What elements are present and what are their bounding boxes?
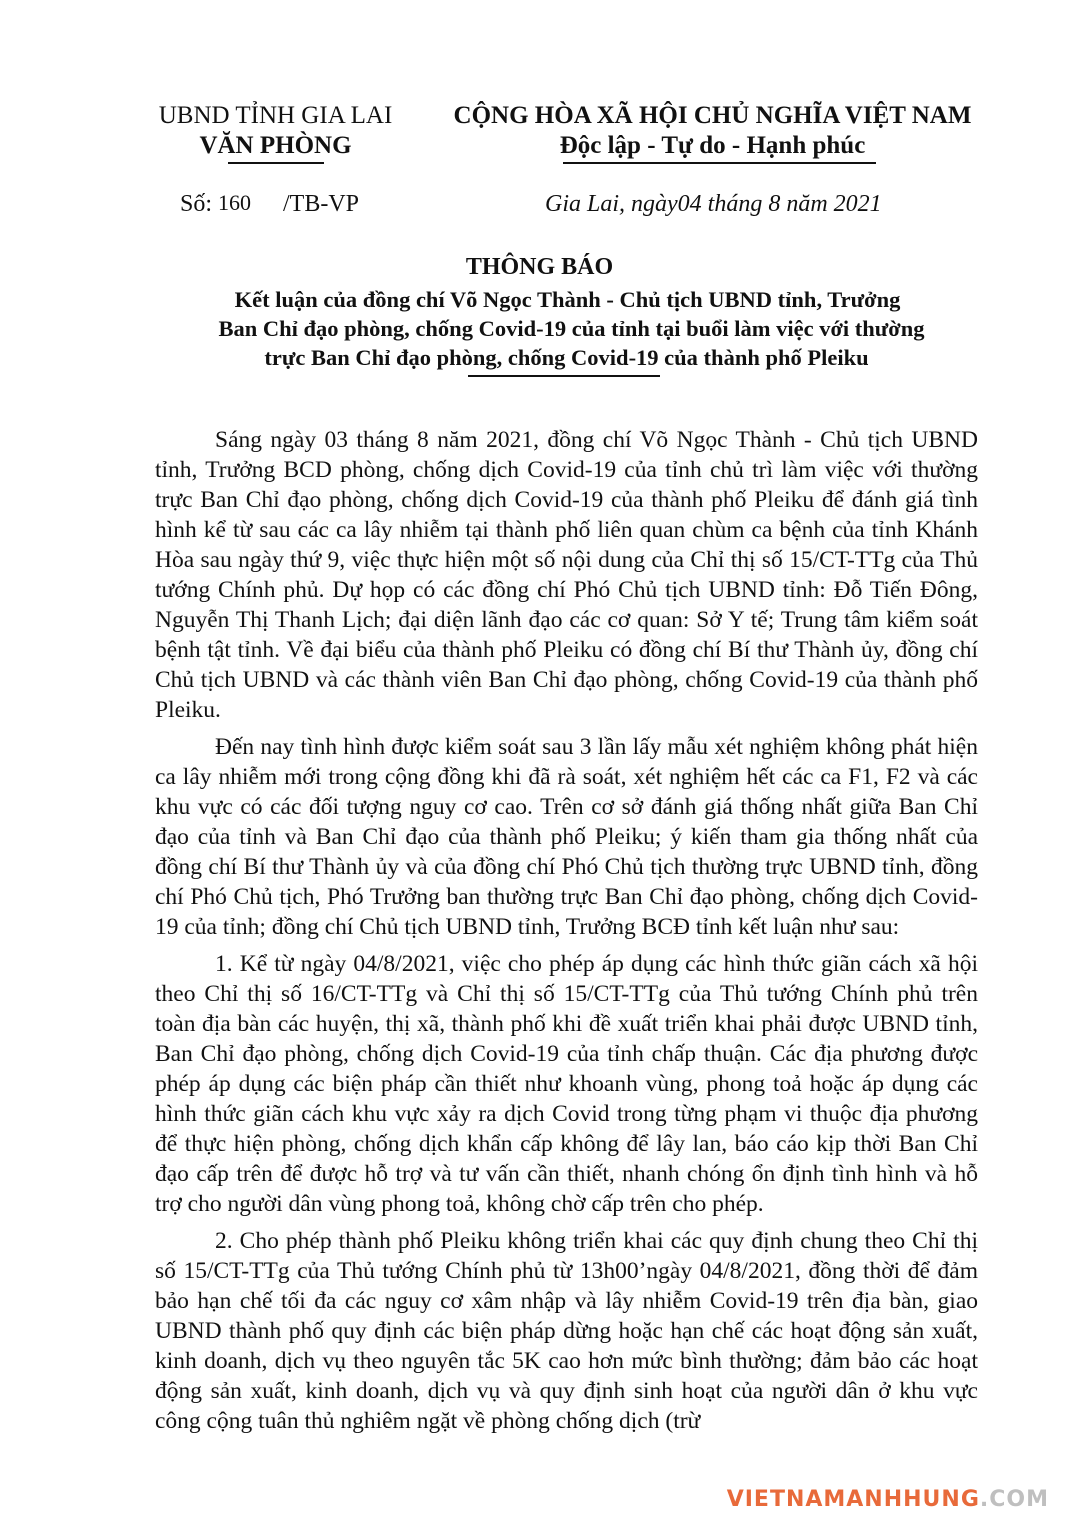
doc-number: 160 (218, 190, 251, 215)
doc-code: /TB-VP (283, 191, 360, 217)
paragraph-item-1: 1. Kể từ ngày 04/8/2021, việc cho phép áp dụng các hình thức giãn cách xã hội theo Chỉ thị số 16/CT-TTg và Chỉ thị số 15/CT-TTg của Thủ tướng Chính phủ trên toàn địa bàn các huyện, thị xã, thành phố khi đề xuất triển khai phải được UBND tỉnh, Ban Chỉ đạo phòng, chống dịch Covid-19 của tỉnh chấp thuận. Các địa phương được phép áp dụng các biện pháp cần thiết như khoanh vùng, phong toả hoặc áp dụng các hình thức giãn cách khu vực xảy ra dịch Covid trong từng phạm vi thuộc địa phương để thực hiện phòng, chống dịch khẩn cấp không để lây lan, báo cáo kịp thời Ban Chỉ đạo cấp trên để được hỗ trợ và tư vấn cần thiết, nhanh chóng ổn định tình hình và hỗ trợ cho người dân vùng phong toả, không chờ cấp trên cho phép. (155, 951, 978, 1217)
motto: Độc lập - Tự do - Hạnh phúc (559, 132, 866, 159)
paragraph-meeting: Sáng ngày 03 tháng 8 năm 2021, đồng chí Võ Ngọc Thành - Chủ tịch UBND tỉnh, Trưởng BCD phòng, chống dịch Covid-19 của tỉnh chủ trì làm việc với thường trực Ban Chỉ đạo phòng, chống dịch Covid-19 của thành phố Pleiku để đánh giá tình hình kể từ sau các ca lây nhiễm tại thành phố liên quan chùm ca bệnh của tỉnh Khánh Hòa sau ngày thứ 9, việc thực hiện một số nội dung của Chỉ thị số 15/CT-TTg của Thủ tướng Chính phủ. Dự họp có các đồng chí Phó Chủ tịch UBND tỉnh: Đỗ Tiến Đông, Nguyễn Thị Thanh Lịch; đại diện lãnh đạo các cơ quan: Sở Y tế; Trung tâm kiểm soát bệnh tật tỉnh. Về đại biểu của thành phố Pleiku có đồng chí Bí thư Thành ủy, đồng chí Chủ tịch UBND và các thành viên Ban Chỉ đạo phòng, chống Covid-19 của thành phố Pleiku. (155, 427, 978, 723)
document-body (155, 425, 978, 1443)
agency-name: UBND TỈNH GIA LAI (158, 102, 393, 129)
place-date: Gia Lai, ngày04 tháng 8 năm 2021 (545, 191, 882, 217)
office-underline (228, 162, 324, 164)
notice-title: THÔNG BÁO (465, 254, 614, 280)
paragraph-situation: Đến nay tình hình được kiểm soát sau 3 lần lấy mẫu xét nghiệm không phát hiện ca lây nhiễm mới trong cộng đồng khi đã rà soát, xét nghiệm hết các ca F1, F2 và các khu vực có các đối tượng nguy cơ cao. Trên cơ sở đánh giá thống nhất giữa Ban Chỉ đạo của tỉnh và Ban Chỉ đạo của thành phố Pleiku; ý kiến tham gia thống nhất của đồng chí Bí thư Thành ủy và của đồng chí Phó Chủ tịch thường trực UBND tỉnh, đồng chí Phó Chủ tịch, Phó Trưởng ban thường trực Ban Chỉ đạo phòng, chống dịch Covid-19 của tỉnh; đồng chí Chủ tịch UBND tỉnh, Trưởng BCĐ tỉnh kết luận như sau: (155, 734, 978, 940)
office-name: VĂN PHÒNG (199, 132, 352, 159)
nation-title: CỘNG HÒA XÃ HỘI CHỦ NGHĨA VIỆT NAM (453, 102, 972, 129)
motto-underline (563, 162, 876, 164)
paragraph-item-2: 2. Cho phép thành phố Pleiku không triển khai các quy định chung theo Chỉ thị số 15/CT-TTg của Thủ tướng Chính phủ từ 13h00’ngày 04/8/2021, đồng thời để đảm bảo hạn chế tối đa các nguy cơ xâm nhập và lây nhiễm Covid-19 trên địa bàn, giao UBND thành phố quy định các biện pháp dừng hoặc hạn chế các hoạt động sản xuất, kinh doanh, dịch vụ theo nguyên tắc 5K cao hơn mức bình thường; đảm bảo các hoạt động sản xuất, kinh doanh, dịch vụ và quy định sinh hoạt của người dân ở khu vực công cộng tuân thủ nghiêm ngặt về phòng chống dịch (trừ (155, 1228, 978, 1434)
notice-subtitle-line2: Ban Chỉ đạo phòng, chống Covid-19 của tỉnh tại buổi làm việc với thường (218, 316, 925, 341)
watermark-brand: VIETNAMANHHUNG (726, 1487, 980, 1512)
watermark-domain: .COM (979, 1487, 1049, 1512)
notice-subtitle-line1: Kết luận của đồng chí Võ Ngọc Thành - Chủ tịch UBND tỉnh, Trưởng (234, 287, 901, 312)
doc-number-label: Số: (180, 191, 213, 217)
notice-subtitle-line3: trực Ban Chỉ đạo phòng, chống Covid-19 của thành phố Pleiku (264, 345, 869, 370)
title-underline (468, 375, 660, 377)
watermark (727, 1487, 1049, 1512)
